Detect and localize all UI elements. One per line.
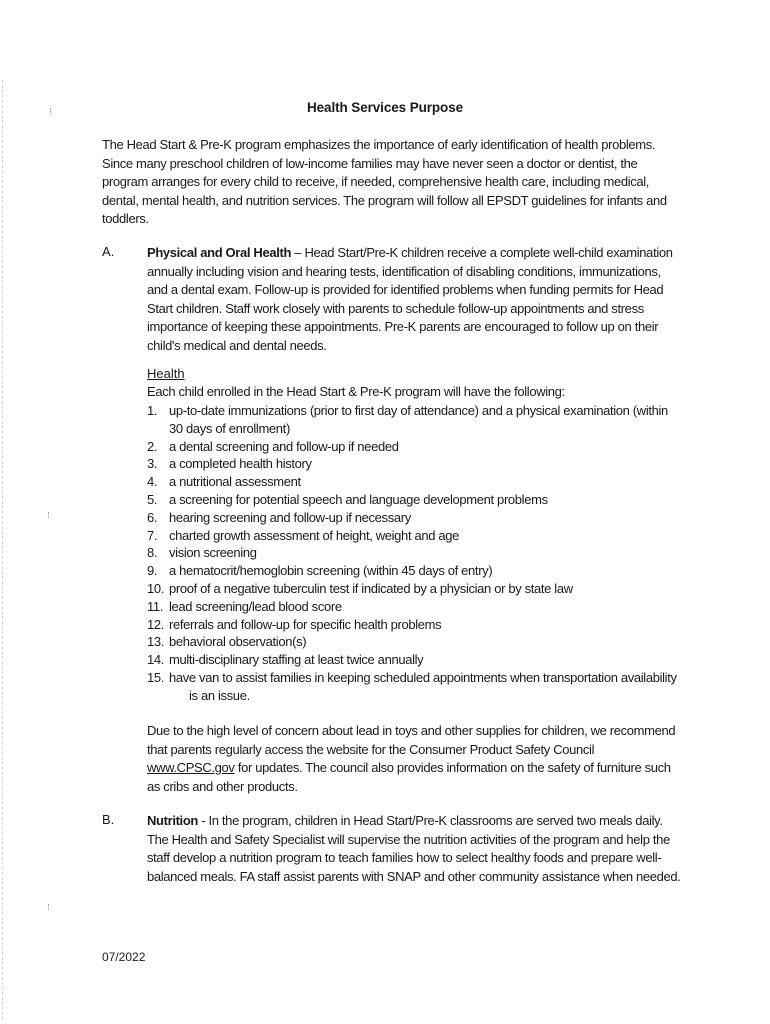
list-item: 8. vision screening xyxy=(147,545,257,561)
list-item: 12. referrals and follow-up for specific health problems xyxy=(147,616,442,632)
section-b-paragraph xyxy=(147,812,683,886)
section-a-heading: Physical and Oral Health xyxy=(147,245,292,260)
health-intro: Each child enrolled in the Head Start & Pre-K program will have the following: xyxy=(147,384,565,399)
list-item: 9. a hematocrit/hemoglobin screening (within 45 days of entry) xyxy=(147,563,493,579)
scan-speck xyxy=(48,512,52,518)
lead-paragraph: Due to the high level of concern about lead in toys and other supplies for children, we recommend that parents regularly access the website for the Consumer Product Safety Council www.CPSC.gov for updates. The council also provides information on the safety of furniture such as cribs and other products. xyxy=(147,723,676,794)
health-subheading: Health xyxy=(147,366,185,381)
section-a-text: – Head Start/Pre-K children receive a complete well-child examination annually including vision and hearing tests, identification of disabling conditions, immunizations, and a dental exam. Follow-up is provided for identified problems when funding permits for Head Start children. Staff work closely with parents to schedule follow-up appointments and stress importance of keeping these appointments. Pre-K parents are encouraged to follow up on their child's medical and dental needs. xyxy=(147,245,673,353)
section-a-paragraph xyxy=(147,244,683,355)
list-item: 15. have van to assist families in keeping scheduled appointments when transportation availability is an issue. xyxy=(147,669,677,703)
list-item: 10. proof of a negative tuberculin test if indicated by a physician or by state law xyxy=(147,580,573,596)
list-item: 11. lead screening/lead blood score xyxy=(147,598,342,614)
section-a-letter: A. xyxy=(102,244,115,259)
intro-paragraph: The Head Start & Pre-K program emphasizes the importance of early identification of health problems. Since many preschool children of low-income families may have never seen a doctor or dentist, the program arranges for every child to receive, if needed, comprehensive health care, including medical, dental, mental health, and nutrition services. The program will follow all EPSDT guidelines for infants and toddlers. xyxy=(102,137,667,226)
footer-date: 07/2022 xyxy=(102,950,146,964)
section-b-heading: Nutrition xyxy=(147,813,199,828)
list-item: 14. multi-disciplinary staffing at least twice annually xyxy=(147,652,424,668)
list-item: 6. hearing screening and follow-up if necessary xyxy=(147,509,411,525)
list-item: 5. a screening for potential speech and language development problems xyxy=(147,491,548,507)
section-b-text: - In the program, children in Head Start/Pre-K classrooms are served two meals daily. The Health and Safety Specialist will supervise the nutrition activities of the program and help the staff develop a nutrition program to teach families how to select healthy foods and prepare well-balanced meals. FA staff assist parents with SNAP and other community assistance when needed. xyxy=(147,813,681,884)
list-item: 4. a nutritional assessment xyxy=(147,474,301,490)
list-item: 7. charted growth assessment of height, weight and age xyxy=(147,527,460,543)
health-requirements-list xyxy=(147,402,687,705)
page-title: Health Services Purpose xyxy=(306,100,464,115)
section-b-letter: B. xyxy=(102,812,115,827)
list-item: 13. behavioral observation(s) xyxy=(147,634,307,650)
cpsc-link[interactable]: www.CPSC.gov xyxy=(147,760,235,775)
list-item: 2. a dental screening and follow-up if needed xyxy=(147,438,399,454)
scan-edge-artifact xyxy=(2,80,5,1020)
scan-speck xyxy=(48,904,52,910)
list-item: 1. up-to-date immunizations (prior to first day of attendance) and a physical examination (within 30 days of enrollment) xyxy=(147,403,668,436)
list-item: 3. a completed health history xyxy=(147,456,312,472)
